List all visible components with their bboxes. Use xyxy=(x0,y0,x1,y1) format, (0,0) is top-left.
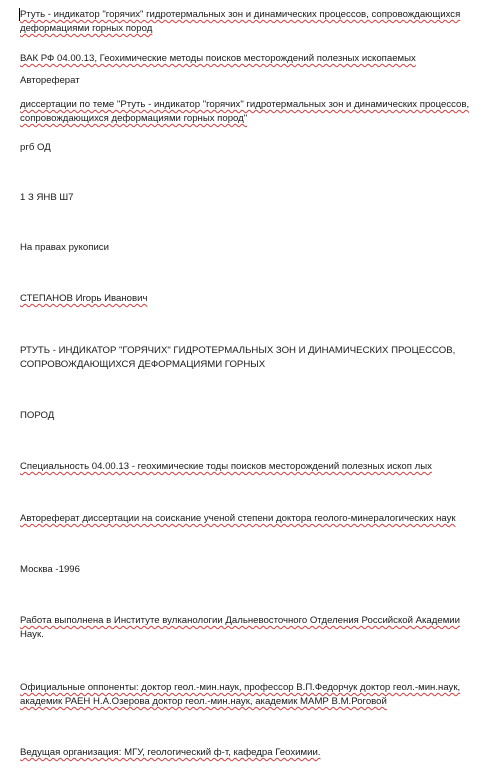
title-caps-line-1: РТУТЬ - ИНДИКАТОР "ГОРЯЧИХ" ГИДРОТЕРМАЛЬНЫХ ЗОН И ДИНАМИЧЕСКИХ ПРОЦЕССОВ, xyxy=(20,345,456,356)
paragraph-rgb[interactable] xyxy=(20,141,486,155)
rights-line: На правах рукописи xyxy=(20,242,109,253)
lead-org-line: Ведущая организация: МГУ, геологический ф-т, кафедра Геохимии. xyxy=(20,747,321,758)
specialty-line: Специальность 04.00.13 - геохимические тоды поисков месторождений полезных ископ лых xyxy=(20,461,432,472)
paragraph-specialty[interactable] xyxy=(20,460,486,474)
avtoreferat-line: Автореферат xyxy=(20,75,80,86)
paragraph-avtoreferat[interactable] xyxy=(20,74,486,88)
title-line-1: Ртуть - индикатор "горячих" гидротермальных зон и динамических процессов, сопровождающихся xyxy=(20,9,461,20)
opponents-line-2: академик РАЕН Н.А.Озерова доктор геол.-мин.наук, академик МАМР В.М.Роговой xyxy=(20,696,387,707)
city-year-line: Москва -1996 xyxy=(20,564,80,575)
institute-line-1: Работа выполнена в Институте вулканологии Дальневосточного Отделения Российской Академии xyxy=(20,615,461,626)
title-line-2: деформациями горных пород xyxy=(20,23,153,34)
paragraph-vak[interactable] xyxy=(20,52,486,66)
paragraph-degree[interactable] xyxy=(20,512,486,526)
vak-line: ВАК РФ 04.00.13, Геохимические методы поисков месторождений полезных ископаемых xyxy=(20,53,416,64)
dissertation-line-2: сопровождающихся деформациями горных пород" xyxy=(20,113,248,124)
paragraph-author[interactable] xyxy=(20,292,486,306)
paragraph-date-stamp[interactable] xyxy=(20,191,486,205)
paragraph-porod[interactable] xyxy=(20,409,486,423)
dissertation-line-1: диссертации по теме "Ртуть - индикатор "горячих" гидротермальных зон и динамических процессов, xyxy=(20,99,470,110)
paragraph-opponents[interactable] xyxy=(20,681,486,709)
title-caps-line-2: СОПРОВОЖДАЮЩИХСЯ ДЕФОРМАЦИЯМИ ГОРНЫХ xyxy=(20,359,266,370)
paragraph-title-caps[interactable] xyxy=(20,344,486,372)
paragraph-city-year[interactable] xyxy=(20,563,486,577)
author-line: СТЕПАНОВ Игорь Иванович xyxy=(20,293,148,304)
porod-line: ПОРОД xyxy=(20,410,55,421)
paragraph-dissertation[interactable] xyxy=(20,98,486,126)
rgb-line: ргб ОД xyxy=(20,142,51,153)
degree-line: Автореферат диссертации на соискание ученой степени доктора геолого-минералогических наук xyxy=(20,513,456,524)
paragraph-title[interactable] xyxy=(20,8,486,36)
institute-line-2: Наук. xyxy=(20,629,44,640)
paragraph-lead-org[interactable] xyxy=(20,746,486,760)
paragraph-institute[interactable] xyxy=(20,614,486,642)
date-stamp-line: 1 З ЯНВ Ш7 xyxy=(20,192,74,203)
opponents-line-1: Официальные оппоненты: доктор геол.-мин.наук, профессор В.П.Федорчук доктор геол.-мин.наук, xyxy=(20,682,461,693)
paragraph-rights[interactable] xyxy=(20,241,486,255)
